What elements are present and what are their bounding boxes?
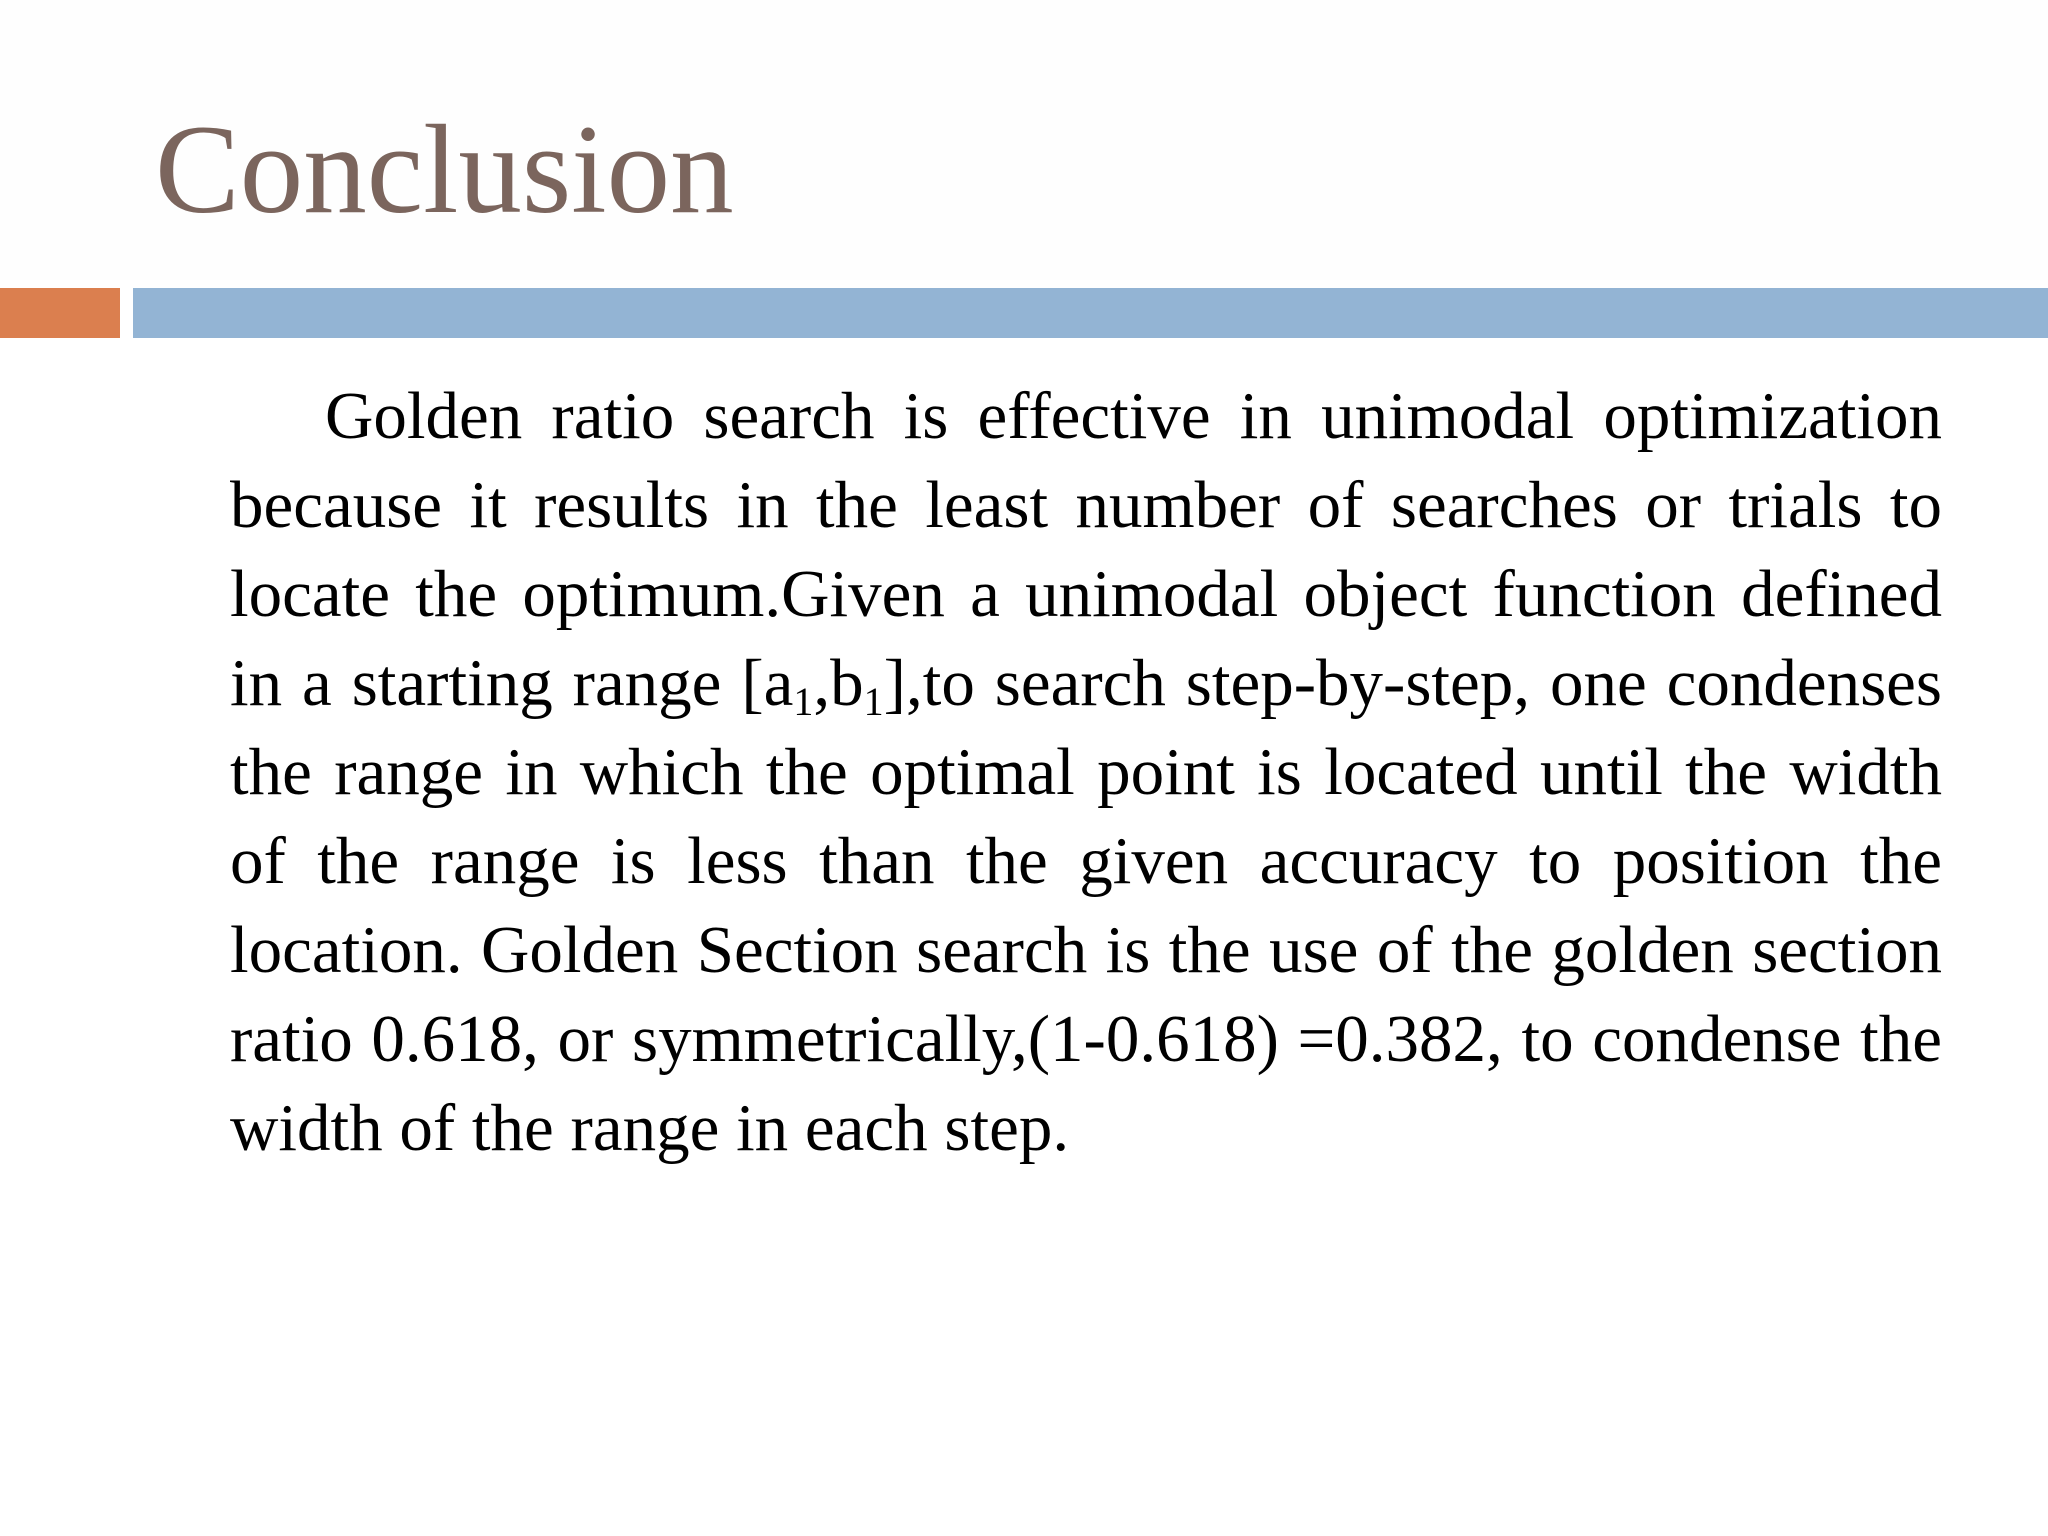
body-text-part2: ,b xyxy=(813,646,864,720)
subscript-2: 1 xyxy=(863,679,884,724)
accent-bar-blue xyxy=(133,288,2048,338)
accent-bar-orange xyxy=(0,288,120,338)
body-text-part1: Golden ratio search is effective in unimodal optimization because it results in the least number of searches or trials to locate the optimum.Given a unimodal object function defined in a starting range [a xyxy=(230,379,1942,720)
body-text-part3: ],to search step-by-step, one condenses the range in which the optimal point is located until the width of the range is less than the given accuracy to position the location. Golden Section search is the use of the golden section ratio 0.618, or symmetrically,(1-0.618) =0.382, to condense the width of the range in each step. xyxy=(230,646,1942,1165)
body-paragraph xyxy=(230,372,1942,1173)
subscript-1: 1 xyxy=(793,679,814,724)
slide-title: Conclusion xyxy=(155,100,734,240)
